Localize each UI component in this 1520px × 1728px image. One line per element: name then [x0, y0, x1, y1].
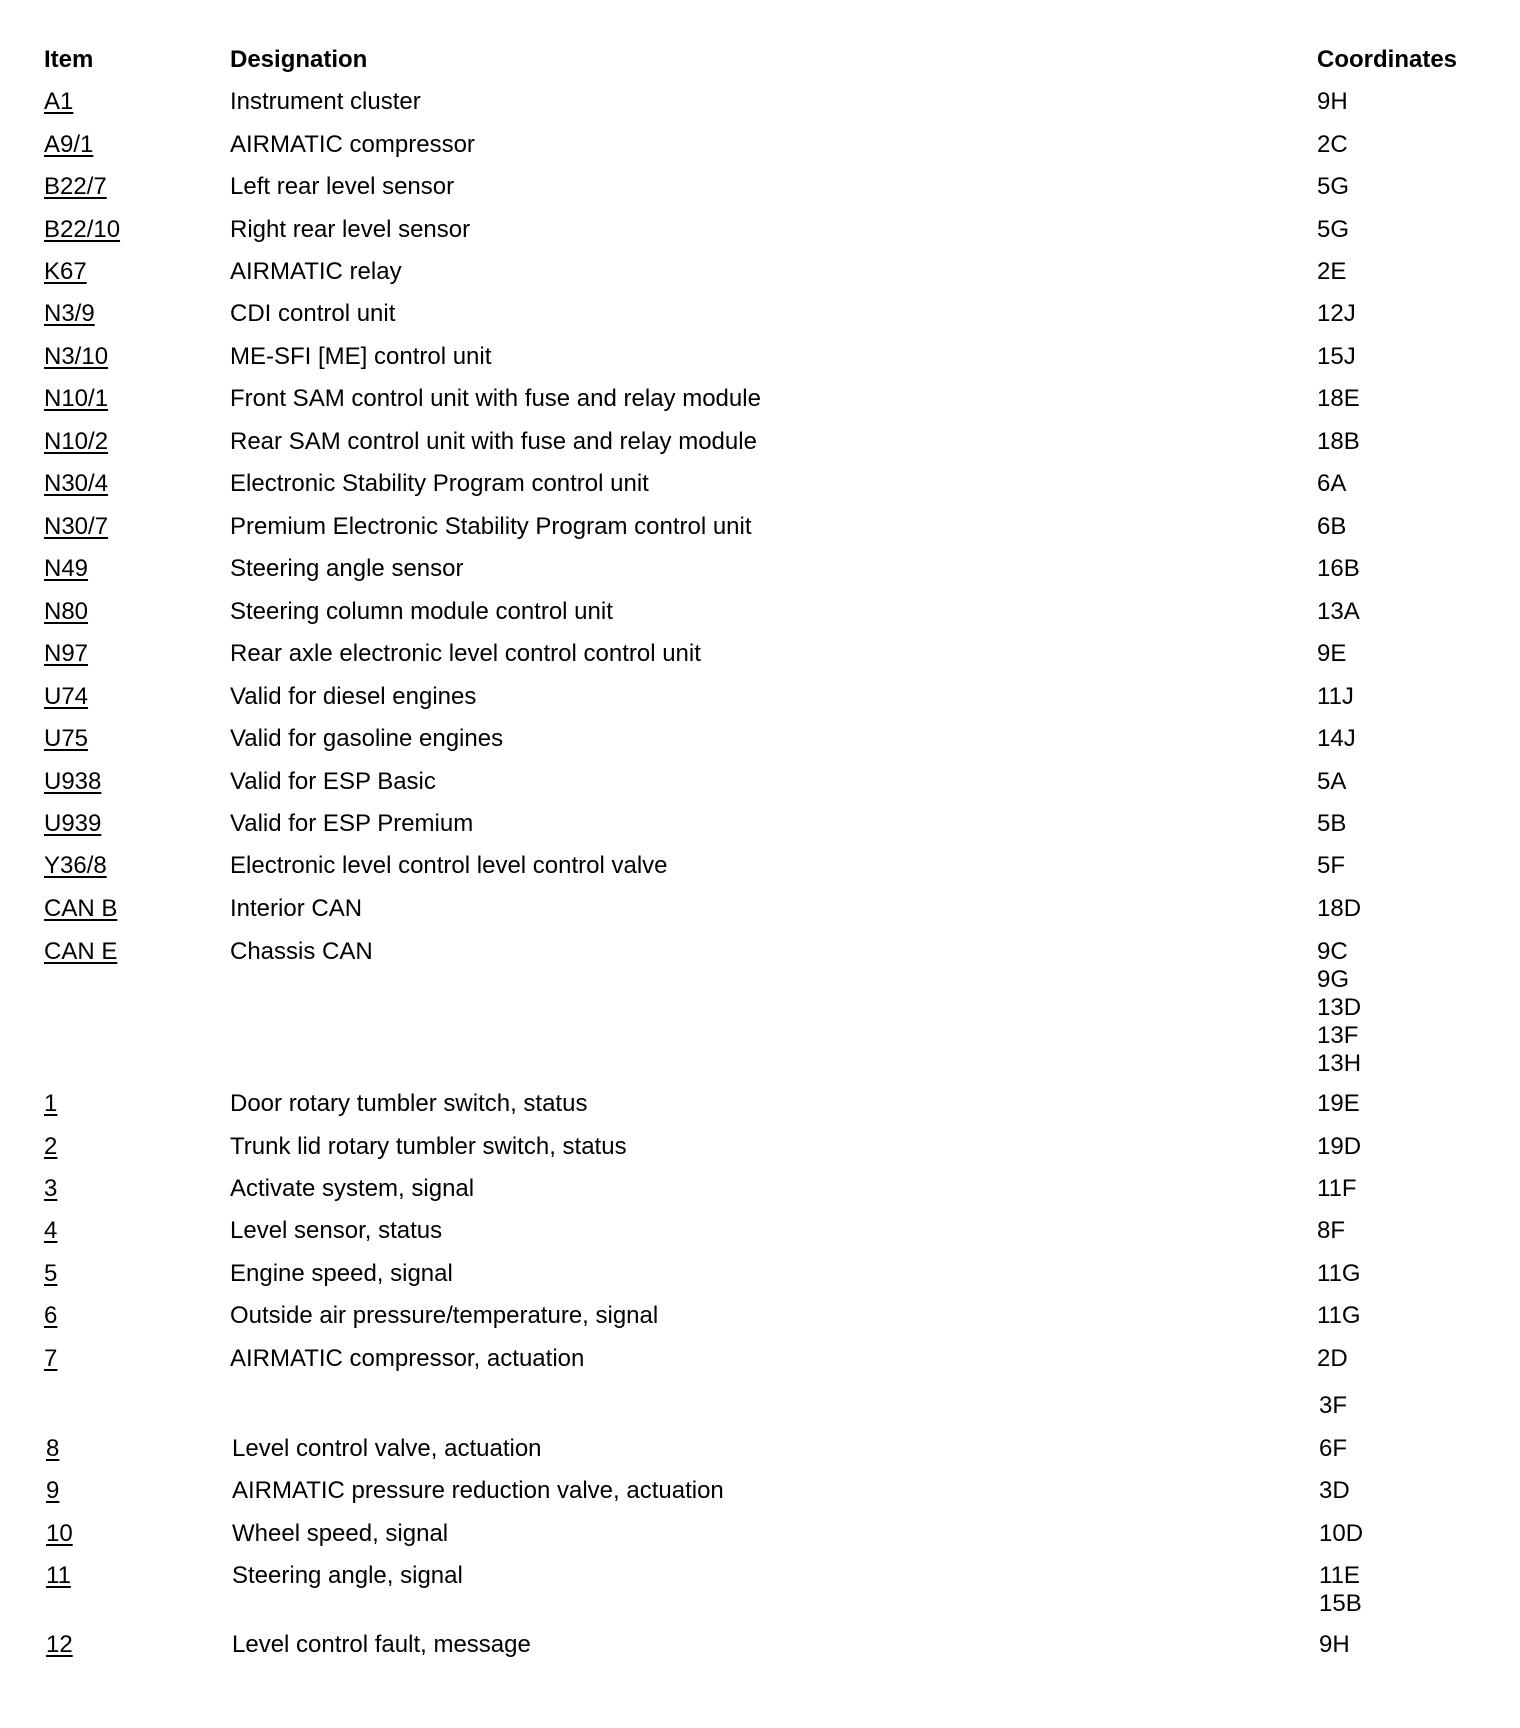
- coordinate-value: 18E: [1317, 385, 1360, 412]
- coordinates-cell: [1317, 1133, 1361, 1161]
- designation-text: Trunk lid rotary tumbler switch, status: [230, 1133, 627, 1160]
- coordinate-value: 9H: [1319, 1631, 1350, 1658]
- coordinate-value: 2E: [1317, 258, 1347, 285]
- coordinate-value: 5F: [1317, 852, 1346, 879]
- item-link[interactable]: 8: [46, 1435, 60, 1462]
- item-link[interactable]: 3: [44, 1175, 58, 1202]
- item-link[interactable]: CAN E: [44, 938, 118, 965]
- coordinate-value: 18B: [1317, 428, 1360, 455]
- designation-text: CDI control unit: [230, 300, 396, 327]
- item-link[interactable]: U75: [44, 725, 89, 752]
- coordinate-value: 11J: [1317, 683, 1354, 710]
- item-link[interactable]: 6: [44, 1302, 58, 1329]
- coordinates-cell: [1317, 640, 1346, 668]
- coordinates-cell: [1317, 428, 1360, 456]
- item-link[interactable]: 9: [46, 1477, 60, 1504]
- coordinate-value: 19D: [1317, 1133, 1362, 1160]
- coordinates-cell: [1317, 470, 1346, 498]
- designation-text: Front SAM control unit with fuse and relay module: [230, 385, 761, 412]
- designation-text: AIRMATIC relay: [230, 258, 402, 285]
- coordinate-value: 16B: [1317, 555, 1360, 582]
- coordinates-cell: [1317, 683, 1354, 711]
- coordinate-value: 6B: [1317, 513, 1347, 540]
- coordinate-value: 3D: [1319, 1477, 1350, 1504]
- coordinate-value: 15J: [1317, 343, 1356, 370]
- designation-text: Left rear level sensor: [230, 173, 455, 200]
- coordinates-cell: [1317, 385, 1360, 413]
- coordinates-cell: [1317, 1217, 1345, 1245]
- coordinates-cell: [1317, 1345, 1348, 1373]
- designation-text: AIRMATIC pressure reduction valve, actuation: [232, 1477, 724, 1504]
- item-link[interactable]: N30/7: [44, 513, 109, 540]
- coordinate-value: 6F: [1319, 1435, 1348, 1462]
- coordinate-value: 8F: [1317, 1217, 1346, 1244]
- designation-text: Door rotary tumbler switch, status: [230, 1090, 588, 1117]
- item-link[interactable]: U938: [44, 768, 102, 795]
- item-link[interactable]: 11: [46, 1562, 71, 1589]
- designation-text: Level control fault, message: [232, 1631, 531, 1658]
- designation-text: Steering column module control unit: [230, 598, 613, 625]
- designation-text: Level sensor, status: [230, 1217, 443, 1244]
- coordinates-cell: [1319, 1631, 1350, 1659]
- coordinate-value: 9G: [1317, 966, 1350, 993]
- designation-text: Electronic Stability Program control unit: [230, 470, 649, 497]
- designation-text: AIRMATIC compressor: [230, 131, 475, 158]
- coordinates-cell: [1317, 216, 1349, 244]
- coordinates-cell: [1317, 810, 1346, 838]
- coordinates-cell: [1317, 768, 1346, 796]
- item-link[interactable]: B22/10: [44, 216, 121, 243]
- coordinate-value: 5G: [1317, 173, 1350, 200]
- designation-text: Valid for gasoline engines: [230, 725, 504, 752]
- designation-text: Steering angle sensor: [230, 555, 464, 582]
- coordinate-value: 13A: [1317, 598, 1360, 625]
- item-link[interactable]: N10/2: [44, 428, 109, 455]
- item-link[interactable]: B22/7: [44, 173, 107, 200]
- coordinate-value: 9H: [1317, 88, 1348, 115]
- coordinate-value: 12J: [1317, 300, 1356, 327]
- designation-text: Electronic level control level control valve: [230, 852, 668, 879]
- designation-text: Valid for diesel engines: [230, 683, 477, 710]
- coordinate-value: 9C: [1317, 938, 1348, 965]
- coordinates-cell: [1317, 131, 1348, 159]
- item-link[interactable]: N3/10: [44, 343, 109, 370]
- coordinate-value: 6A: [1317, 470, 1347, 497]
- item-column-header: Item: [44, 46, 94, 73]
- coordinates-cell: [1317, 300, 1356, 328]
- designation-text: Valid for ESP Basic: [230, 768, 436, 795]
- designation-text: Valid for ESP Premium: [230, 810, 474, 837]
- coordinate-value: 5G: [1317, 216, 1350, 243]
- designation-text: Instrument cluster: [230, 88, 421, 115]
- coordinate-value: 3F: [1319, 1392, 1348, 1419]
- designation-text: Outside air pressure/temperature, signal: [230, 1302, 659, 1329]
- coordinate-value: 13D: [1317, 994, 1362, 1021]
- item-link[interactable]: N30/4: [44, 470, 109, 497]
- coordinate-value: 13H: [1317, 1050, 1362, 1077]
- item-link[interactable]: 10: [46, 1520, 73, 1547]
- coordinate-value: 2D: [1317, 1345, 1348, 1372]
- coordinates-cell: [1317, 938, 1361, 1078]
- coordinate-value: 10D: [1319, 1520, 1364, 1547]
- coordinates-cell: [1319, 1477, 1350, 1505]
- item-link[interactable]: K67: [44, 258, 87, 285]
- designation-text: AIRMATIC compressor, actuation: [230, 1345, 585, 1372]
- coordinate-value: 5A: [1317, 768, 1347, 795]
- item-link[interactable]: 5: [44, 1260, 58, 1287]
- item-link[interactable]: A9/1: [44, 131, 94, 158]
- designation-text: Steering angle, signal: [232, 1562, 463, 1589]
- coordinates-cell: [1317, 555, 1360, 583]
- designation-text: Engine speed, signal: [230, 1260, 453, 1287]
- coordinate-value: 9E: [1317, 640, 1347, 667]
- designation-text: Interior CAN: [230, 895, 363, 922]
- coordinate-value: 19E: [1317, 1090, 1360, 1117]
- item-link[interactable]: 1: [44, 1090, 58, 1117]
- coordinates-cell: [1317, 1260, 1361, 1288]
- coordinate-value: 11G: [1317, 1260, 1361, 1287]
- designation-text: Chassis CAN: [230, 938, 373, 965]
- coordinate-value: 11G: [1317, 1302, 1361, 1329]
- item-link[interactable]: N80: [44, 598, 89, 625]
- coordinate-value: 15B: [1319, 1590, 1362, 1617]
- item-link[interactable]: N49: [44, 555, 89, 582]
- coordinate-value: 2C: [1317, 131, 1348, 158]
- coordinate-value: 14J: [1317, 725, 1356, 752]
- designation-text: Level control valve, actuation: [232, 1435, 542, 1462]
- item-link[interactable]: 2: [44, 1133, 58, 1160]
- designation-text: Right rear level sensor: [230, 216, 471, 243]
- item-link[interactable]: N97: [44, 640, 89, 667]
- coordinate-value: 13F: [1317, 1022, 1359, 1049]
- coordinate-value: 18D: [1317, 895, 1362, 922]
- coordinates-cell: [1319, 1562, 1362, 1618]
- coordinates-cell: [1319, 1520, 1363, 1548]
- coordinates-cell: [1317, 852, 1345, 880]
- designation-text: Activate system, signal: [230, 1175, 475, 1202]
- coordinates-cell: [1317, 513, 1346, 541]
- designation-text: Wheel speed, signal: [232, 1520, 449, 1547]
- designation-column-header: Designation: [230, 46, 368, 73]
- coordinates-column-header: Coordinates: [1317, 46, 1458, 73]
- coordinates-cell: [1317, 598, 1360, 626]
- item-link[interactable]: A1: [44, 88, 74, 115]
- item-link[interactable]: 7: [44, 1345, 58, 1372]
- coordinates-cell: [1317, 343, 1356, 371]
- coordinate-value: 11F: [1317, 1175, 1357, 1202]
- coordinates-cell: [1317, 173, 1349, 201]
- designation-text: Rear SAM control unit with fuse and relay module: [230, 428, 757, 455]
- coordinates-cell: [1317, 88, 1348, 116]
- coordinates-cell: [1317, 1090, 1360, 1118]
- item-link[interactable]: U74: [44, 683, 89, 710]
- coordinates-cell: [1317, 258, 1346, 286]
- designation-text: ME-SFI [ME] control unit: [230, 343, 492, 370]
- coordinates-cell: [1319, 1435, 1347, 1463]
- coordinates-cell: [1317, 1175, 1357, 1203]
- designation-text: Rear axle electronic level control control unit: [230, 640, 701, 667]
- coordinate-value: 11E: [1319, 1562, 1360, 1589]
- coordinates-cell: [1317, 1302, 1361, 1330]
- coordinate-value: 5B: [1317, 810, 1347, 837]
- item-link[interactable]: CAN B: [44, 895, 118, 922]
- item-link[interactable]: 4: [44, 1217, 58, 1244]
- item-link[interactable]: U939: [44, 810, 102, 837]
- item-link[interactable]: N3/9: [44, 300, 95, 327]
- coordinates-cell: [1317, 895, 1361, 923]
- designation-text: Premium Electronic Stability Program control unit: [230, 513, 752, 540]
- item-link[interactable]: 12: [46, 1631, 73, 1658]
- item-link[interactable]: Y36/8: [44, 852, 107, 879]
- item-link[interactable]: N10/1: [44, 385, 109, 412]
- coordinates-cell: [1319, 1392, 1347, 1420]
- coordinates-cell: [1317, 725, 1356, 753]
